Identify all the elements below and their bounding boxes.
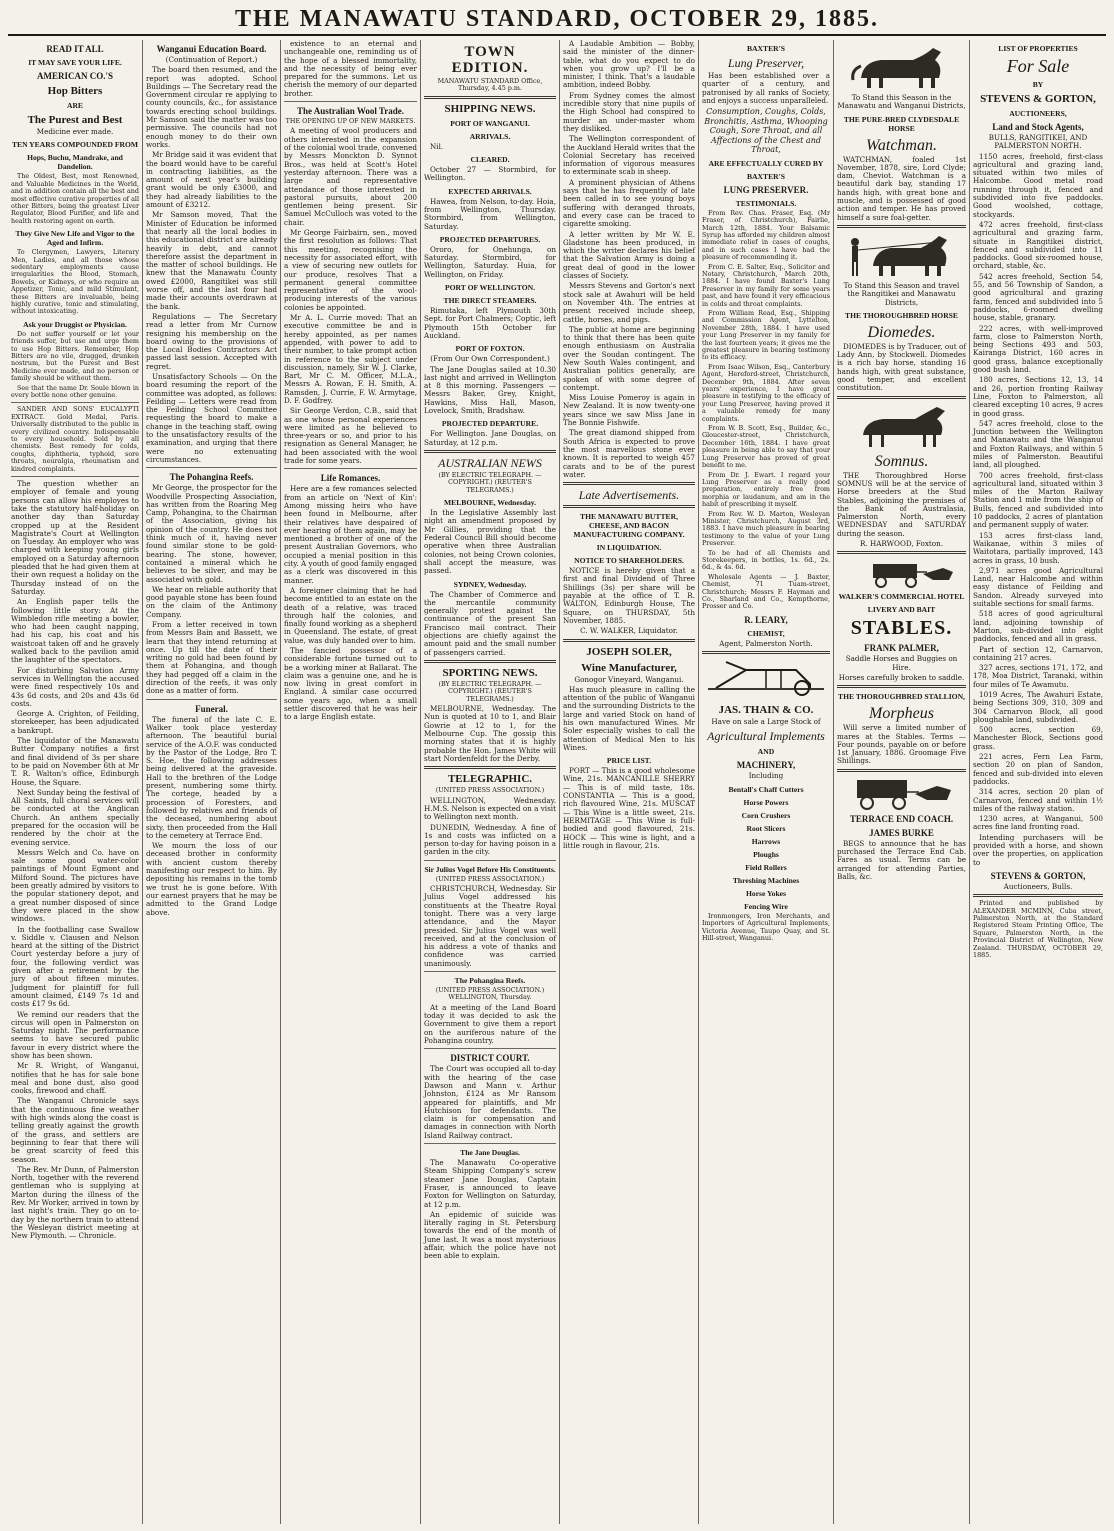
ad-body: Will serve a limited number of mares at the Stables. Terms — Four pounds, payable on or before 1st January, 1886. Groomage Five Shillings.: [837, 723, 966, 766]
ad-line: Including: [748, 771, 784, 781]
column-8: [969, 40, 1106, 1524]
ad-body: See that the name Dr. Soule blown in every bottle none other genuine.: [11, 383, 139, 400]
ad-line: To Stand this Season in the Manawatu and Wanganui Districts,: [837, 93, 966, 111]
news-paragraph: The Manawatu Co-operative Steam Shipping Company's screw steamer Jane Douglas, Captain Fraser, is announced to leave Foxton for Wellington on Saturday, at 12 p.m.: [424, 1158, 556, 1209]
port-heading: PORT OF WELLINGTON.: [445, 283, 535, 293]
news-paragraph: The question whether an employer of female and young persons can allow his employes to take the statutory half-holiday on another day than Saturday cropped up at the Resident Magistrate's Court at Wellington on Tuesday. An employer who was charged with keeping young girls employed on a Saturday afternoon pleaded that he had given them at their own request a holiday on the Thursday instead of on the Saturday.: [11, 479, 139, 596]
dateline: MELBOURNE, Wednesday.: [443, 498, 537, 508]
shipping-text: For Wellington. Jane Douglas, on Saturday, at 12 p.m.: [424, 429, 556, 447]
news-paragraph: CHRISTCHURCH, Wednesday. Sir Julius Vogel addressed his constituents at the Theatre Royal tonight. There was a very large attendance, and the Mayor presided. Sir Julius Vogel was well received, and at the conclusion of his address a vote of thanks and confidence was carried unanimously.: [424, 884, 556, 968]
property-listing: 700 acres freehold, first-class agricultural land, situated within 3 miles of the Marton Railway Station and 1 mile from the ship of Bulls, fenced and subdivided into 10 paddocks, 2 acres of plantation and permanent supply of water.: [973, 470, 1103, 530]
ad-heading: JAMES BURKE: [869, 827, 934, 838]
divider: [563, 639, 695, 642]
ad-body: Wholesale Agents — J. Baxter, Chemist, 71 Tuam-street, Christchurch; Messrs F. Hayman and Co., Sharland and Co., Kempthorne, Prosser and Co.: [702, 572, 830, 611]
column-2: [142, 40, 280, 1524]
property-listing: 472 acres freehold, first-class agricultural and grazing farm, situate in Rangitikei district, fenced and subdivided into 11 paddocks. Good six-roomed house, orchard, stable, &c.: [973, 219, 1103, 271]
news-paragraph: MELBOURNE, Wednesday. The Nun is quoted at 10 to 1, and Blair Gowrie at 12 to 1, for the Melbourne Cup. The gossip this morning states that it is highly probable the Hon. James White will start Nordenfeldt for the Derby.: [424, 704, 556, 763]
article-subheading: (Continuation of Report.): [165, 55, 258, 64]
divider: [563, 505, 695, 508]
divider: [424, 660, 556, 663]
divider: [702, 651, 830, 654]
sub-heading: PROJECTED DEPARTURES.: [439, 234, 541, 244]
ad-signature: R. HARWOOD, Foxton.: [859, 539, 944, 549]
article-paragraph: The board then resumed, and the report was adopted. School Buildings — The Secretary read the Government circular re applying to county councils, &c., for assistance towards erecting school buildings. Mr Samson said the matter was too permissive. The councils had not enough money to do their own works.: [146, 65, 277, 149]
divider: [424, 1048, 556, 1049]
wire-credit: (UNITED PRESS ASSOCIATION.): [435, 786, 545, 795]
port-heading: PORT OF FOXTON.: [455, 344, 525, 354]
sub-heading: (From Our Own Correspondent.): [430, 354, 550, 364]
ad-line: Medicine ever made.: [36, 127, 114, 136]
ad-heading: LUNG PRESERVER.: [723, 184, 809, 195]
divider: [837, 769, 966, 772]
article-heading: The Jane Douglas.: [460, 1148, 520, 1158]
ad-line: Saddle Horses and Buggies on Hire.: [845, 654, 958, 672]
product-line: Field Rollers: [745, 862, 787, 872]
article-paragraph: Mr Samson moved, That the Minister of Education be informed that nearly all the local bodies in this educational district are already heavily in debt, and cannot therefore assist the department in the matter of school buildings. He knew that the Manawatu County owed £2000, Rangitikei was still worse off, and the last four had made their accounts overdrawn at the bank.: [146, 210, 277, 311]
port-heading: PORT OF WANGANUI.: [450, 118, 530, 128]
news-paragraph: WELLINGTON, Wednesday. H.M.S. Nelson is expected on a visit to Wellington next month.: [424, 795, 556, 822]
article-paragraph: The fancied possessor of a considerable fortune turned out to be a working miner at Ballarat. The claim was a genuine one, and he is now living in great comfort in England. A similar case occurred some years ago, when a small settler discovered that he was heir to a large English estate.: [284, 646, 417, 722]
article-paragraph: Mr Bridge said it was evident that the board would have to be careful in contracting liabilities, as the amount of next year's building grant would be only £3000, and they had already liabilities to the amount of £3212.: [146, 150, 277, 210]
ad-body: To Clergymen, Lawyers, Literary Men, Ladies, and all those whose sedentary employments cause irregularities the Blood, Stomach, Bowels, or Kidneys, or who require an Appetizer, Tonic, and mild Stimulant, these Bitters are invaluable, being highly curative, tonic and stimulating, without intoxicating.: [11, 248, 139, 316]
product-line: Root Slicers: [746, 823, 786, 833]
news-paragraph: In the footballing case Swallow v. Siddle v. Clausen and Nelson heard at the sitting of the District Court yesterday before a jury of four, the following verdict was given after a retirement by the jury of about fifteen minutes. Judgment for plaintiff for full amount claimed, £149 7s 1d and costs £17 9s 6d.: [11, 924, 139, 1009]
news-paragraph: In the Legislative Assembly last night an amendment proposed by Mr Gillies, providing that the Federal Council Bill should become operative when three Australian colonies, not being Crown colonies, shall accept the measure, was passed.: [424, 508, 556, 576]
news-paragraph: The Wellington correspondent of the Auckland Herald writes that the Colonial Secretary has received information of vigorous measures to exterminate scab in sheep.: [563, 134, 695, 177]
property-listing: 314 acres, section 20 plan of Carnarvon, fenced and within 1½ miles of the railway station.: [973, 787, 1103, 813]
property-listing: 222 acres, with well-improved farm, close to Palmerston North, being Sections 493 and 503, Kairanga District, 160 acres in good grass, balance exceptionally good bush land.: [973, 323, 1103, 375]
article-paragraph: Unsatisfactory Schools — On the board resuming the report of the committee was adopted, as follows: Feilding — Letters were read from the Feilding School Committee requesting the board to make a change in the teaching staff, owing to the unsatisfactory results of the examination, and urging that there were no extenuating circumstances.: [146, 371, 277, 464]
racehorse-engraving-icon: [843, 403, 961, 449]
news-paragraph: For disturbing Salvation Army services in Wellington the accused were fined respectively 10s and 43s 6d costs, and 20s and 43s 6d costs.: [11, 665, 139, 708]
section-heading: SHIPPING NEWS.: [444, 102, 536, 115]
property-listing: 2,971 acres good Agricultural Land, near Halcombe and within easy distance of Feilding and Sandon. Already surveyed into suitable sections for small farms.: [973, 565, 1103, 609]
ad-body: The Oldest, Best, most Renowned, and Valuable Medicines in the World, and in addition contain all the best and most effective curative properties of all other Bitters, being the greatest Liver Regulator, Blood Purifier, and life and health restoring agent on earth.: [11, 172, 139, 225]
ad-heading: STABLES.: [850, 617, 953, 640]
ad-heading: Land and Stock Agents,: [992, 122, 1084, 132]
news-paragraph: Mr R. Wright, of Wanganui, notifies that he has for sale bone meal and bone dust, also good cooks, firewood and chaff.: [11, 1061, 139, 1096]
ad-heading: Watchman.: [866, 136, 937, 154]
news-paragraph: A prominent physician of Athens says that he has frequently of late been called in to see young boys suffering with deranged throats, and every case can be traced to cigarette smoking.: [563, 177, 695, 229]
news-paragraph: The public at home are beginning to think that there has been quite enough enthusiasm on Australia over the Soudan contingent. The New South Wales contingent, and Australian politics generally, are spoken of with some degree of contempt.: [563, 324, 695, 392]
news-paragraph: An English paper tells the following little story: At the Wimbledon rifle meeting a bowler, who had been caught napping, had his cap, his coat and his waistcoat taken off and he gravely walked back to the pavilion amid the laughter of the spectators.: [11, 597, 139, 665]
ad-product: Hop Bitters: [47, 85, 103, 97]
divider: [837, 396, 966, 399]
ad-signature: C. W. WALKER, Liquidator.: [580, 626, 678, 636]
ad-heading: STEVENS & GORTON,: [980, 93, 1096, 105]
property-listing: 500 acres, section 69, Manchester Block, Sections good grass.: [973, 725, 1103, 751]
article-paragraph: existence to an eternal and unchangeable one, reminding us of the hope of a blessed immortality, and the necessity of being ever prepared for the summons. Let us cherish the memory of our departed brother.: [284, 40, 417, 98]
ad-line: Auctioneers, Bulls.: [1003, 881, 1073, 891]
article-paragraph: Mr George Fairbairn, sen., moved the first resolution as follows: That this meeting, recognising the necessity for associated effort, with a view of securing new outlets for our produce, resolves That a permanent general committee representative of the wool-producing interests of the various colonies be appointed.: [284, 228, 417, 312]
property-listing: 221 acres, Fern Lea Farm, section 20 on plan of Sandon, fenced and sub-divided into eleven paddocks.: [973, 752, 1103, 786]
column-4: [420, 40, 559, 1524]
ad-line: To Stand this Season and travel the Rangitikei and Manawatu Districts,: [843, 280, 960, 307]
product-line: Horse Powers: [743, 797, 789, 807]
article-heading: Wanganui Education Board.: [156, 44, 267, 54]
news-paragraph: George A. Crighton, of Feilding, storekeeper, has been adjudicated a bankrupt.: [11, 709, 139, 735]
ad-heading: Morpheus: [869, 705, 934, 723]
ad-body: SANDER AND SONS' EUCALYPTI EXTRACT. Gold Medal, Paris. Universally distributed to the public in every civilized country. Indispensable to every household. Sold by all chemists. Best remedy for colds, coughs, diphtheria, typhoid, sore throats, neuralgia, rheumatism and kindred complaints.: [11, 405, 139, 473]
divider: [284, 101, 417, 102]
product-line: Horse Yokes: [745, 888, 786, 898]
news-paragraph: The Chamber of Commerce and the mercantile community generally protest against the continuance of the present San Francisco mail contract. Their objections are chiefly against the amount paid and the small number of passengers carried.: [424, 589, 556, 657]
article-paragraph: A meeting of wool producers and others interested in the expansion of the colonial wool trade, convened by Messrs Monckton D. Synnot Bros., was held at Scott's Hotel yesterday afternoon. There was a large and representative attendance of those interested in pastoral pursuits, about 200 gentlemen being present. Sir Samuel McCulloch was voted to the chair.: [284, 126, 417, 227]
ad-heading: LIST OF PROPERTIES: [998, 44, 1078, 53]
wire-credit: (BY ELECTRIC TELEGRAPH. — COPYRIGHT.) (REUTER'S TELEGRAMS.): [438, 679, 542, 703]
divider: [424, 766, 556, 769]
column-7: [833, 40, 969, 1524]
ad-heading: For Sale: [1006, 56, 1070, 76]
ad-body: To be had of all Chemists and Storekeepers, in bottles, 1s. 6d., 2s. 6d., & 4s. 6d.: [702, 548, 830, 572]
testimonial: From Rev. W. D. Marton, Wesleyan Minister, Christchurch, August 3rd, 1883. I have much pleasure in bearing testimony to the value of your Lung Preserver.: [702, 509, 830, 548]
ad-body: PORT — This is a good wholesome Wine, 21s. MANCANILLE SHERRY — This is of mild taste, 18s. CONSTANTIA — This is a good, rich flavoured Wine, 21s. MUSCAT — This Wine is a little sweet, 21s. HERMITAGE — This Wine is full-bodied and good flavoured, 21s. HOCK — This wine is light, and a little rough in flavour, 21s.: [563, 766, 695, 850]
ad-heading: FRANK PALMER,: [864, 643, 939, 654]
news-paragraph: The Wanganui Chronicle says that the continuous fine weather with high winds along the coast is telling greatly against the growth of the grass, and settlers are beginning to fear that there will be great scarcity of feed this season.: [11, 1096, 139, 1164]
ad-line: Ask your Druggist or Physician.: [23, 319, 127, 329]
article-subheading: THE OPENING UP OF NEW MARKETS.: [285, 117, 416, 126]
shipping-text: The Jane Douglas sailed at 10.30 last night and arrived in Wellington at 8 this morning. Passengers — Messrs Baker, Grey, Knight, Hawkins, Miss Hall, Mason, Lovelock, Smith, Bradshaw.: [424, 364, 556, 416]
ad-body: NOTICE is hereby given that a first and final Dividend of Three Shillings (3s) per share will be payable at the office of T. R. WALTON, Edinburgh House, The Square, on THURSDAY, 5th November, 1885.: [563, 566, 695, 625]
testimonial: From William Read, Esq., Shipping and Commission Agent, Lyttelton, November 28th, 1884. I have used your Lung Preserver in my family for the last fourteen years; it gives me the greatest pleasure in bearing testimony to its efficacy.: [702, 308, 830, 362]
divider: [424, 1143, 556, 1144]
news-paragraph: The Rev. Mr Dunn, of Palmerston North, together with the reverend gentleman who is supplying at Marton during the illness of the Rev. Mr Worker, arrived in town by last night's train. They go on to-day by the northern train to attend the Wesleyan district meeting at New Plymouth. — Chronicle.: [11, 1164, 139, 1241]
section-heading: TOWN EDITION.: [451, 44, 529, 76]
carriage-engraving-icon: [843, 558, 961, 588]
shipping-text: Nil.: [430, 141, 444, 151]
product-line: Fencing Wire: [744, 901, 788, 911]
ad-heading: Agricultural Implements: [707, 729, 825, 744]
article-paragraph: The funeral of the late C. E. Walker took place yesterday afternoon. The beautiful burial service of the A.O.F. was conducted by the Pastor of the Lodge, Bro T. S. Hoe, the following addresses being delivered at the graveside. Hall to the brethren of the Lodge present, numbering some thirty. The cortege, headed by a procession of Foresters, and followed by relatives and friends of the deceased, numbering about sixty, then proceeded from the Hall to the cemetery at Terrace End.: [146, 714, 277, 840]
ad-line: Agent, Palmerston North.: [719, 638, 813, 648]
product-line: Ploughs: [753, 849, 779, 859]
testimonial: From C. E. Salter, Esq., Solicitor and Notary, Christchurch, March 20th, 1884. I have found Baxter's Lung Preserver in my family for some years past, and have found it very efficacious in colds and throat complaints.: [702, 262, 830, 308]
property-listing: 180 acres, Sections 12, 13, 14 and 26, portion fronting Railway Line, Foxton to Palmerston, all cleared excepting 10 acres, 9 acres in good grass.: [973, 375, 1103, 418]
section-heading: TELEGRAPHIC.: [447, 773, 533, 786]
news-paragraph: The great diamond shipped from South Africa is expected to prove the most marvellous stone ever known. It is reported to weigh 457 carats and to be of the purest water.: [563, 428, 695, 479]
news-paragraph: From Sydney comes the almost incredible story that nine pupils of the High School had conspired to murder an under-master whom they disliked.: [563, 90, 695, 133]
ad-heading: BY: [1032, 80, 1044, 89]
article-paragraph: Sir George Verdon, C.B., said that as one whose personal experiences were limited as he believed to three-years or so, and prior to his resignation as General Manager, he had been associated with the wool trade for some years.: [284, 406, 417, 466]
ad-heading: NOTICE TO SHAREHOLDERS.: [574, 556, 684, 566]
product-line: Bentall's Chaff Cutters: [728, 784, 804, 794]
ad-heading: IN LIQUIDATION.: [596, 543, 662, 553]
ad-are: ARE: [66, 101, 84, 110]
testimonial: From W. B. Scott, Esq., Builder, &c., Gloucester-street, Christchurch, December 16th, 1884. I have great pleasure in being able to say that your Lung Preserver has proved of great benefit to me.: [702, 424, 830, 470]
ad-line: BULLS, RANGITIKEI, AND PALMERSTON NORTH.: [988, 133, 1088, 151]
property-listing: 1230 acres, at Wanganui, 500 acres fine land fronting road.: [973, 814, 1103, 832]
sub-heading: THE DIRECT STEAMERS.: [443, 296, 537, 306]
ad-heading: TESTIMONIALS.: [735, 198, 797, 208]
shipping-text: Ororo, for Onehunga, on Saturday. Stormbird, for Wellington, Saturday. Huia, for Wellington, on Friday.: [424, 244, 556, 279]
divider: [837, 551, 966, 554]
article-paragraph: We hear on reliable authority that good payable stone has been found on the claim of the Antimony Company.: [146, 584, 277, 619]
article-paragraph: We mourn the loss of our deceased brother in conformity with ancient custom thereby manifesting our respect to him. By depositing his remains in the tomb we trust he is gone before. With our earnest prayers that he may be admitted to the Grand Lodge above.: [146, 841, 277, 917]
ad-heading: CHEMIST,: [747, 628, 785, 638]
ad-heading: Somnus.: [874, 452, 929, 470]
ad-headline: READ IT ALL: [46, 44, 104, 54]
divider: [284, 468, 417, 469]
ad-body: Has much pleasure in calling the attention of the public of Wanganui and the surrounding Districts to the large and varied Stock on hand of his own manufactured Wines. Mr Soler especially wishes to call the attention of Medical Men to his Wines.: [563, 684, 695, 752]
ad-heading: PRICE LIST.: [606, 756, 652, 766]
shipping-text: Rimutaka, left Plymouth 30th Sept. for Port Chalmers; Coptic, left Plymouth 15th October for Auckland.: [424, 306, 556, 340]
ad-line: Have on sale a Large Stock of: [711, 717, 821, 727]
article-heading: Sir Julius Vogel Before His Constituents.: [424, 864, 556, 874]
divider: [424, 860, 556, 861]
ad-brand: AMERICAN CO.'S: [36, 71, 113, 81]
article-heading: The Pohangina Reefs.: [169, 472, 254, 483]
ad-body: DIOMEDES is by Traducer, out of Lady Ann, by Stockwell. Diomedes is a rich bay horse, standing 16 hands high, with great substance, good temper, and excellent constitution.: [837, 341, 966, 393]
ad-heading: Lung Preserver,: [727, 56, 805, 70]
property-listing: 327 acres, sections 171, 172, and 178, Moa District, Taranaki, within four miles of Te Awamutu.: [973, 663, 1103, 689]
coach-engraving-icon: [843, 776, 961, 810]
ad-body: Do not suffer yourself or let your friends suffer, but use and urge them to use Hop Bitters. Remember, Hop Bitters are no vile, drugged, drunken nostrum, but the Purest and Best Medicine ever made, and no person or family should be without them.: [11, 329, 139, 383]
ad-line: Gonogor Vineyard, Wanganui.: [574, 674, 684, 684]
news-paragraph: The liquidator of the Manawatu Butter Company notifies a first and final dividend of 3s per share to be paid on November 6th at Mr T. R. Walton's office, Edinburgh House, the Square.: [11, 736, 139, 787]
ad-heading: R. LEARY,: [744, 614, 788, 625]
masthead: THE MANAWATU STANDARD, OCTOBER 29, 1885.: [8, 4, 1106, 36]
property-listing: Part of section 12, Carnarvon, containing 217 acres.: [973, 644, 1103, 662]
news-paragraph: We remind our readers that the circus will open in Palmerston on Saturday night. The performance seems to have secured public favour in every district where the show has been shown.: [11, 1009, 139, 1060]
article-paragraph: Mr George, the prospector for the Woodville Prospecting Association, has written from the Roaring Meg Camp, Pohangina, to the Chairman of the Association, giving his opinion of the country. He does not think much of it, having never found similar stone to be gold-bearing. The stone, however, contained a mineral which he believes to be silver, and may be associated with gold.: [146, 483, 277, 584]
ad-heading: JOSEPH SOLER,: [586, 645, 672, 658]
ad-line: Horses carefully broken to saddle.: [838, 672, 965, 682]
column-5: [559, 40, 698, 1524]
property-listing: 1150 acres, freehold, first-class agricultural and grazing land, situated within two miles of Halcombe. Good metal road running through it, fenced and subdivided into five paddocks. Good woolshed, cottage, stockyards.: [973, 151, 1103, 219]
ad-heading: THE MANAWATU BUTTER, CHEESE, AND BACON MANUFACTURING COMPANY.: [573, 512, 685, 540]
columns: [8, 40, 1106, 1524]
article-heading: Life Romances.: [320, 473, 381, 484]
ad-heading: THE THOROUGHBRED STALLION,: [838, 692, 965, 702]
news-paragraph: The Court was occupied all to-day with the hearing of the case Dawson and Mann v. Arthur Johnston, £124 as Mr Ransom appeared for plaintiffs, and Mr Hutchison for defendants. The claim is for compensation and damages in connection with North Island Railway contract.: [424, 1064, 556, 1140]
news-paragraph: An epidemic of suicide was literally raging in St. Petersburg towards the end of the month of June last. It was a most mysterious affair, which the police have not been able to explain.: [424, 1209, 556, 1261]
news-paragraph: At a meeting of the Land Board today it was decided to ask the Government to give them a report on the auriferous nature of the Pohangina country.: [424, 1002, 556, 1046]
shipping-text: Hawea, from Nelson, to-day. Hoia, from Wellington, Thursday. Stormbird, from Wellington, Saturday.: [424, 196, 556, 231]
ad-line: They Give New Life and Vigor to the Aged and Infirm.: [15, 229, 135, 248]
ad-heading: Diomedes.: [867, 323, 936, 341]
news-paragraph: A Laudable Ambition — Bobby, said the minister of the dinner-table, what do you expect to do when you grow up? I'll be a minister, I think. That's a laudable ambition, indeed Bobby.: [563, 40, 695, 90]
ad-body: THE Thoroughbred Horse SOMNUS will be at the service of Horse breeders at the Stud Stables, adjoining the premises of the Bank of Australasia, Palmerston North, every WEDNESDAY and SATURDAY during the season.: [837, 470, 966, 538]
property-listing: 153 acres first-class land, Waikanae, within 3 miles of Waitotara, partially improved, 143 acres in grass, 10 bush.: [973, 530, 1103, 565]
property-listing: 542 acres freehold, Section 54, 55, and 56 Township of Sandon, a good agricultural and grazing farm, fenced and subdivided into 5 paddocks, 6-roomed dwelling house, stable, granary.: [973, 271, 1103, 323]
divider: [424, 450, 556, 453]
article-paragraph: Mr A. L. Currie moved: That an executive committee be and is hereby appointed, as per names appended, with power to add to their number, to take prompt action in reference to the subject under discussion, namely, Sir W. J. Clarke, Bart, Mr C. M. Officer, M.L.A., Messrs A. Rowan, F. H. Smith, A. Ramsden, J. Currie, F. W. Armytage, D. F. Godfrey.: [284, 313, 417, 405]
divider: [146, 467, 277, 468]
divider: [424, 971, 556, 972]
ad-heading: LIVERY AND BAIT: [867, 605, 936, 615]
ad-body: Ironmongers, Iron Merchants, and Importers of Agricultural Implements, Victoria Avenue, Taupo Quay, and St. Hill-street, Wanganui.: [702, 911, 830, 942]
plough-engraving-icon: [706, 658, 826, 700]
sub-heading: PROJECTED DEPARTURE.: [441, 419, 539, 429]
sub-heading: EXPECTED ARRIVALS.: [448, 186, 532, 196]
article-heading: The Australian Wool Trade.: [296, 106, 405, 117]
news-paragraph: Next Sunday being the festival of All Saints, full choral services will be conducted at the Anglican Church. An anthem specially prepared for the occasion will be rendered by the choir at the evening service.: [11, 787, 139, 847]
horse-with-groom-engraving-icon: [843, 232, 961, 278]
ad-purest: The Purest and Best: [27, 114, 123, 126]
divider: [837, 225, 966, 228]
section-heading: AUSTRALIAN NEWS: [438, 455, 542, 470]
property-listing: 1019 Acres, The Awahuri Estate, being Sections 309, 310, 309 and 304 Carnarvon Block, all good ploughable land, subdivided.: [973, 690, 1103, 724]
news-paragraph: Miss Louise Pomeroy is again in New Zealand. It is now twenty-one years since we saw Miss Jane in The Bonnie Fishwife.: [563, 393, 695, 428]
news-paragraph: A letter written by Mr W. E. Gladstone has been produced, in which the writer declares his belief that the Salvation Army is doing a great deal of good in the lower classes of Society.: [563, 229, 695, 281]
ad-heading: AUCTIONEERS,: [1009, 109, 1067, 118]
divider: [11, 402, 139, 403]
property-listing: 547 acres freehold, close to the Junction between the Wellington and Manawatu and the Wanganui and Foxton Railways, and within 5 miles of Palmerston. Beautiful land, all ploughed.: [973, 418, 1103, 470]
column-3: [280, 40, 420, 1524]
column-6: [698, 40, 833, 1524]
wire-credit: (BY ELECTRIC TELEGRAPH. — COPYRIGHT.) (REUTER'S TELEGRAMS.): [438, 470, 542, 494]
ad-heading: THE THOROUGHBRED HORSE: [845, 310, 958, 320]
article-paragraph: From a letter received in town from Messrs Bain and Bassett, we learn that they intend returning at once. Up till the date of their writing no gold had been found by them at Pohangina, and though they had pegged off a claim in the direction of the reefs, it was only done as a matter of form.: [146, 620, 277, 696]
newspaper-page: [8, 4, 1106, 1526]
imprint: Printed and published by ALEXANDER MCMINN, Cuba street, Palmerston North, at the Standard Registered Steam Printing Office, The Square, Palmerston North, in the Provincial District of Wellington, New Zealand. THURSDAY, OCTOBER 29, 1885.: [973, 899, 1103, 960]
divider: [837, 685, 966, 688]
ad-heading: ARE EFFECTUALLY CURED BY: [708, 158, 824, 168]
divider: [424, 96, 556, 99]
ad-body: WATCHMAN, foaled 1st November, 1878, sire, Lord Clyde; dam, Cheviot. Watchman is a beautiful dark bay, standing 17 hands high, with great bone and muscle, and is possessed of good action and temper. He has proved himself a sure foal-getter.: [837, 154, 966, 222]
wire-credit: (UNITED PRESS ASSOCIATION.): [435, 874, 545, 883]
ad-heading: THE PURE-BRED CLYDESDALE HORSE: [843, 114, 960, 133]
sub-heading: ARRIVALS.: [469, 131, 511, 141]
section-heading: SPORTING NEWS.: [442, 666, 538, 679]
ad-heading: JAS. THAIN & CO.: [718, 704, 814, 717]
testimonial: From Rev. Chas. Fraser, Esq. (Mr Fraser, of Christchurch), Fairlie, March 12th, 1884. Your Balsamic Syrup has afforded my children almost immediate relief in cases of coughs, and in such cases I have had the pleasure of recommending it.: [702, 208, 830, 262]
product-line: Harrows: [751, 836, 781, 846]
testimonial: From Isaac Wilson, Esq., Canterbury Agent, Hereford-street, Christchurch, December 9th, 1884. After seven years' experience, I have great pleasure in testifying to the efficacy of your Lung Preserver, having proved it a valuable remedy for many complaints.: [702, 362, 830, 423]
news-paragraph: DUNEDIN, Wednesday. A fine of 1s and costs was inflicted on a person to-day for having poison in a garden in the city.: [424, 822, 556, 857]
ad-heading: BAXTER'S: [747, 44, 785, 53]
ad-heading: AND: [757, 747, 775, 757]
divider: [11, 476, 139, 477]
product-line: Threshing Machines: [732, 875, 800, 885]
ad-subheadline: IT MAY SAVE YOUR LIFE.: [28, 58, 122, 67]
divider: [563, 482, 695, 485]
ad-body: Intending purchasers will be provided with a horse, and shown over the properties, on application to: [973, 832, 1103, 867]
news-paragraph: Messrs Stevens and Gorton's next stock sale at Awahuri will be held on November 4th. The entries at present received include sheep, cattle, horses, and pigs.: [563, 281, 695, 324]
section-heading: Late Advertisements.: [578, 488, 680, 503]
article-paragraph: Regulations — The Secretary read a letter from Mr Curnow resigning his membership on the board owing to the provisions of the Local Bodies Contractors Act passed last session. Accepted with regret.: [146, 311, 277, 371]
property-listing: 518 acres of good agricultural land, adjoining township of Marton, sub-divided into eight paddocks, fenced and all in grass.: [973, 609, 1103, 644]
sub-heading: CLEARED.: [470, 155, 510, 165]
article-paragraph: A foreigner claiming that he had become entitled to an estate on the death of a relative, was traced through half the colonies, and finally found working as a shepherd in Queensland. The estate, of great value, was duly handed over to him.: [284, 585, 417, 645]
ad-heading: Wine Manufacturer,: [581, 661, 677, 674]
divider: [973, 894, 1103, 897]
divider: [146, 699, 277, 700]
news-paragraph: Messrs Welch and Co. have on sale some good water-color paintings of Mount Egmont and Milford Sound. The pictures have been greatly admired by visitors to the popular stationery depot, and a great number disposed of since they were placed in the show windows.: [11, 847, 139, 924]
ad-heading: STEVENS & GORTON,: [990, 870, 1086, 881]
ad-body: Has been established over a quarter of a century, and patronised by all ranks of Society, and enjoys a success unparalleled.: [702, 71, 830, 105]
ad-heading: BAXTER'S: [747, 171, 785, 181]
article-heading: DISTRICT COURT.: [450, 1053, 530, 1064]
horse-engraving-icon: [843, 44, 961, 90]
column-1: [8, 40, 142, 1524]
shipping-text: October 27 — Stormbird, for Wellington.: [424, 165, 556, 183]
wire-credit: (UNITED PRESS ASSOCIATION.) WELLINGTON, Thursday.: [435, 986, 545, 1002]
testimonial: From Dr. J. Ewart. I regard your Lung Preserver as a really good preparation, entirely free from morphia or laudanum, and am in the habit of prescribing it myself.: [702, 470, 830, 509]
ad-heading: WALKER'S COMMERCIAL HOTEL: [838, 592, 965, 602]
article-heading: Funeral.: [195, 703, 228, 714]
ad-heading: TERRACE END COACH.: [849, 813, 954, 824]
ad-heading: MACHINERY,: [736, 760, 796, 771]
product-line: Corn Crushers: [741, 810, 791, 820]
dateline: SYDNEY, Wednesday.: [453, 579, 527, 589]
article-heading: The Pohangina Reefs.: [454, 976, 526, 986]
ad-line: TEN YEARS COMPOUNDED FROM: [11, 140, 139, 150]
article-paragraph: Here are a few romances selected from an article on 'Next of Kin': Among missing heirs who have been found in Melbourne, after their relatives have despaired of ever hearing of them again, may be mentioned a brother of one of the present Australian Governors, who occupied a menial position in this city. A youth of good family engaged as a clerk was discovered in this manner.: [284, 484, 417, 585]
dateline: MANAWATU STANDARD Office, Thursday, 4.45 p.m.: [437, 77, 543, 93]
ad-ingredients: Hops, Buchu, Mandrake, and Dandelion.: [27, 153, 123, 172]
ad-body: BEGS to announce that he has purchased the Terrace End Cab. Fares as usual. Terms can be arranged for attending Parties, Balls, &c.: [837, 838, 966, 881]
ad-body: Consumption, Coughs, Colds, Bronchitis, Asthma, Whooping Cough, Sore Throat, and all Affections of the Chest and Throat,: [704, 107, 828, 155]
